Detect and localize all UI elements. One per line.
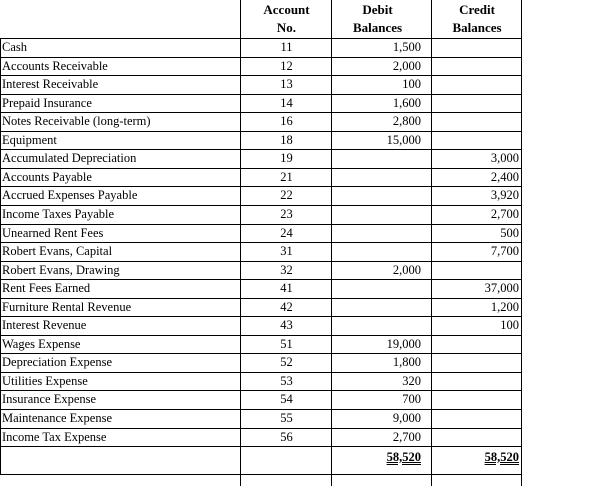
account-number: 22 xyxy=(280,188,293,203)
debit-total: 58,520 xyxy=(386,450,421,464)
account-number: 13 xyxy=(280,77,293,92)
account-number: 55 xyxy=(280,411,293,425)
account-number: 16 xyxy=(280,114,293,129)
account-number: 19 xyxy=(280,151,293,166)
row-divider xyxy=(0,75,522,76)
row-divider xyxy=(0,205,522,206)
debit-balance: 2,000 xyxy=(392,58,421,73)
account-name: Accounts Receivable xyxy=(2,58,108,73)
account-name: Notes Receivable (long-term) xyxy=(2,114,151,129)
row-divider xyxy=(0,242,522,243)
debit-balance: 2,800 xyxy=(392,114,421,129)
row-divider xyxy=(0,261,522,262)
column-divider xyxy=(431,0,432,486)
row-divider xyxy=(0,428,522,429)
debit-balance: 19,000 xyxy=(386,336,421,351)
header-debit-line2: Balances xyxy=(352,20,403,35)
debit-balance: 9,000 xyxy=(392,411,421,425)
account-number: 32 xyxy=(280,262,293,277)
row-divider xyxy=(0,112,522,113)
credit-balance: 100 xyxy=(500,318,519,333)
account-name: Robert Evans, Capital xyxy=(2,244,113,259)
header-account-no-line2: No. xyxy=(276,20,297,35)
account-name: Accounts Payable xyxy=(2,169,92,184)
account-number: 21 xyxy=(280,169,293,184)
account-name: Equipment xyxy=(2,132,57,147)
credit-balance: 3,920 xyxy=(490,188,519,203)
account-number: 53 xyxy=(280,373,293,388)
account-name: Income Tax Expense xyxy=(2,429,107,444)
row-divider xyxy=(0,57,522,58)
column-divider xyxy=(331,0,332,486)
row-divider xyxy=(0,131,522,132)
debit-balance: 100 xyxy=(402,77,421,92)
row-divider xyxy=(0,186,522,187)
account-name: Prepaid Insurance xyxy=(2,95,92,110)
account-name: Furniture Rental Revenue xyxy=(2,299,132,314)
account-number: 42 xyxy=(280,299,293,314)
row-divider xyxy=(0,224,522,225)
account-name: Unearned Rent Fees xyxy=(2,225,104,240)
account-name: Utilities Expense xyxy=(2,373,88,388)
row-divider xyxy=(0,316,522,317)
debit-balance: 1,800 xyxy=(392,355,421,370)
row-divider xyxy=(0,298,522,299)
header-debit-line1: Debit xyxy=(362,2,393,17)
row-divider xyxy=(0,372,522,373)
debit-balance: 2,000 xyxy=(392,262,421,277)
row-divider xyxy=(0,149,522,150)
account-name: Interest Receivable xyxy=(2,77,99,92)
header-credit-line1: Credit xyxy=(459,2,495,17)
account-name: Robert Evans, Drawing xyxy=(2,262,120,277)
account-number: 52 xyxy=(280,355,293,370)
account-name: Accumulated Depreciation xyxy=(2,151,137,166)
debit-balance: 320 xyxy=(402,373,421,388)
account-number: 18 xyxy=(280,132,293,147)
credit-balance: 37,000 xyxy=(484,281,519,296)
debit-balance: 1,600 xyxy=(392,95,421,110)
row-divider xyxy=(0,335,522,336)
account-number: 31 xyxy=(280,244,293,259)
row-divider xyxy=(0,446,522,447)
header-account-no-line1: Account xyxy=(263,2,310,17)
account-number: 24 xyxy=(280,225,293,240)
header-credit-line2: Balances xyxy=(452,20,502,35)
credit-balance: 7,700 xyxy=(490,244,519,259)
column-divider xyxy=(521,0,522,486)
account-name: Interest Revenue xyxy=(2,318,87,333)
account-number: 56 xyxy=(280,429,293,444)
account-name: Depreciation Expense xyxy=(2,355,113,370)
row-divider xyxy=(0,353,522,354)
credit-balance: 2,700 xyxy=(490,206,519,221)
debit-balance: 1,500 xyxy=(392,40,421,54)
credit-balance: 2,400 xyxy=(490,169,519,184)
account-number: 23 xyxy=(280,206,293,221)
credit-balance: 500 xyxy=(500,225,519,240)
account-name: Insurance Expense xyxy=(2,392,97,407)
row-divider xyxy=(0,38,522,39)
row-divider xyxy=(0,279,522,280)
account-name: Accrued Expenses Payable xyxy=(2,188,138,203)
account-name: Wages Expense xyxy=(2,336,81,351)
debit-balance: 700 xyxy=(402,392,421,407)
credit-balance: 3,000 xyxy=(490,151,519,166)
column-divider xyxy=(240,0,241,486)
account-number: 51 xyxy=(280,336,293,351)
account-name: Rent Fees Earned xyxy=(2,281,91,296)
debit-balance: 15,000 xyxy=(386,132,421,147)
row-divider xyxy=(0,409,522,410)
account-name: Cash xyxy=(2,40,27,54)
table-bottom-border xyxy=(0,474,522,475)
debit-balance: 2,700 xyxy=(392,429,421,444)
credit-total: 58,520 xyxy=(484,450,519,464)
account-number: 43 xyxy=(280,318,293,333)
account-number: 11 xyxy=(280,40,293,54)
account-number: 41 xyxy=(280,281,293,296)
row-divider xyxy=(0,390,522,391)
account-number: 12 xyxy=(280,58,293,73)
row-divider xyxy=(0,168,522,169)
account-name: Maintenance Expense xyxy=(2,411,113,425)
account-number: 54 xyxy=(280,392,293,407)
row-divider xyxy=(0,94,522,95)
credit-balance: 1,200 xyxy=(490,299,519,314)
account-number: 14 xyxy=(280,95,293,110)
account-name: Income Taxes Payable xyxy=(2,206,115,221)
